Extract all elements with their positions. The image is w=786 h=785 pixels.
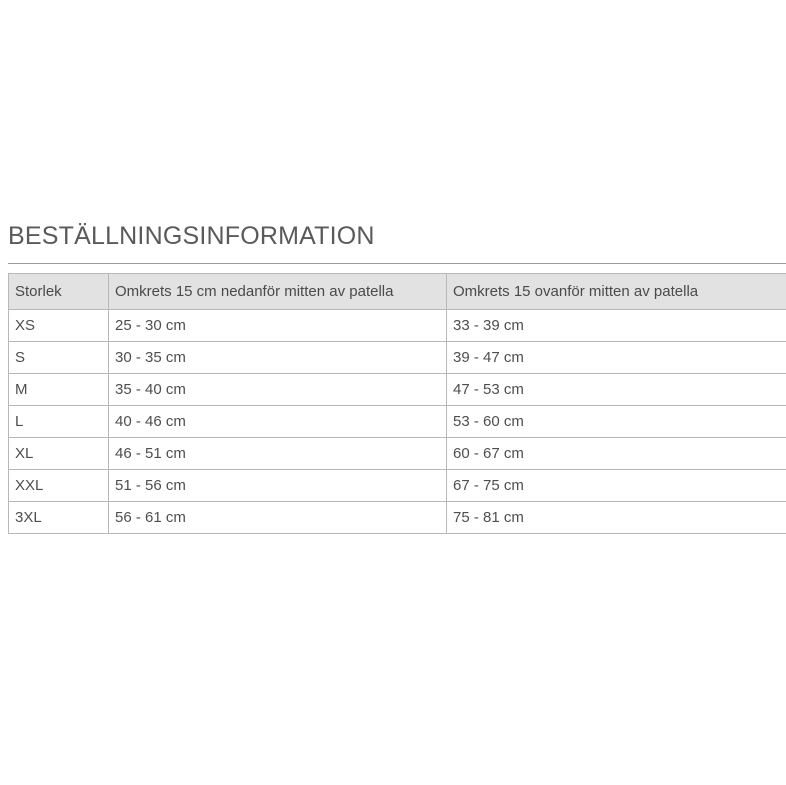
below-cell: 56 - 61 cm — [109, 502, 447, 534]
table-row — [9, 406, 786, 438]
size-cell: XL — [9, 438, 109, 470]
above-cell: 33 - 39 cm — [447, 310, 786, 342]
above-cell: 75 - 81 cm — [447, 502, 786, 534]
below-cell: 25 - 30 cm — [109, 310, 447, 342]
size-cell: L — [9, 406, 109, 438]
below-cell: 46 - 51 cm — [109, 438, 447, 470]
below-cell: 30 - 35 cm — [109, 342, 447, 374]
header-circumference-below: Omkrets 15 cm nedanför mitten av patella — [109, 274, 447, 310]
size-cell: S — [9, 342, 109, 374]
above-cell: 39 - 47 cm — [447, 342, 786, 374]
size-cell: M — [9, 374, 109, 406]
table-row — [9, 470, 786, 502]
table-header-row — [9, 274, 786, 310]
below-cell: 40 - 46 cm — [109, 406, 447, 438]
table-row — [9, 310, 786, 342]
size-cell: 3XL — [9, 502, 109, 534]
above-cell: 47 - 53 cm — [447, 374, 786, 406]
size-cell: XS — [9, 310, 109, 342]
header-circumference-above: Omkrets 15 ovanför mitten av patella — [447, 274, 786, 310]
above-cell: 67 - 75 cm — [447, 470, 786, 502]
table-row — [9, 502, 786, 534]
above-cell: 53 - 60 cm — [447, 406, 786, 438]
table-row — [9, 342, 786, 374]
below-cell: 51 - 56 cm — [109, 470, 447, 502]
below-cell: 35 - 40 cm — [109, 374, 447, 406]
size-cell: XXL — [9, 470, 109, 502]
size-table — [8, 273, 786, 534]
above-cell: 60 - 67 cm — [447, 438, 786, 470]
page-title: BESTÄLLNINGSINFORMATION — [8, 222, 375, 250]
table-row — [9, 438, 786, 470]
header-size: Storlek — [9, 274, 109, 310]
table-row — [9, 374, 786, 406]
title-divider — [8, 263, 786, 264]
